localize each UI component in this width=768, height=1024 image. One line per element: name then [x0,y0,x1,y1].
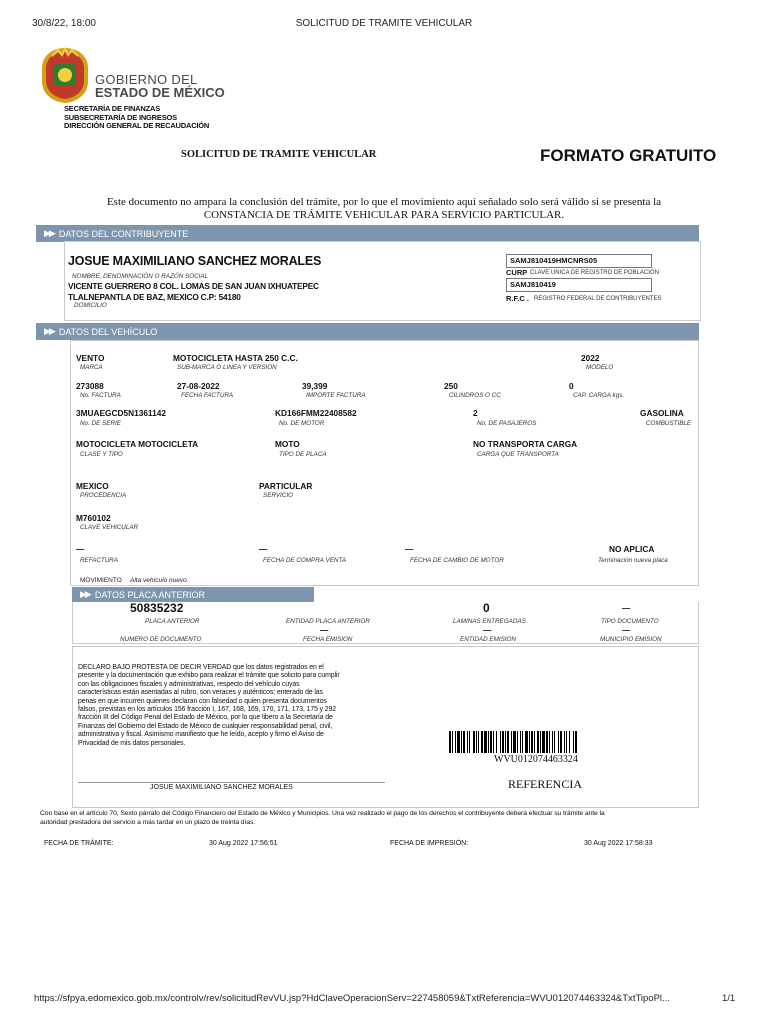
servicio-value: PARTICULAR [259,481,313,491]
entidad-emision-value: — [483,625,492,635]
factura-value: 273088 [76,381,104,391]
rfc-label: REGISTRO FEDERAL DE CONTRIBUYENTES [534,296,662,302]
section-placa-anterior-label: DATOS PLACA ANTERIOR [94,589,206,600]
marca-value: VENTO [76,353,105,363]
logo-line1: GOBIERNO DEL [95,72,198,87]
curp-label: CLAVE UNICA DE REGISTRO DE POBLACIÓN [530,270,659,276]
refactura-label: REFACTURA [80,557,119,564]
domicilio-l1: VICENTE GUERRERO 8 COL. LOMAS DE SAN JUAN IXHUATEPEC [68,281,319,291]
double-chevron-icon: ▶▶ [44,326,54,336]
carga-transporta-value: NO TRANSPORTA CARGA [473,439,578,449]
double-chevron-icon: ▶▶ [44,228,54,238]
section-placa-anterior [72,587,314,602]
print-title: SOLICITUD DE TRAMITE VEHICULAR [295,18,473,29]
fecha-impresion-label: FECHA DE IMPRESIÓN: [390,840,469,847]
motor-label: No. DE MOTOR [279,420,325,427]
declaracion-line: características están asentadas al rubro, son veraces y auténticos; enterado de las [78,689,323,697]
procedencia-value: MEXICO [76,481,109,491]
print-datetime: 30/8/22, 18:00 [32,18,96,29]
aviso-line2: CONSTANCIA DE TRÁMITE VEHICULAR PARA SERVICIO PARTICULAR. [203,209,565,221]
dependencia [64,105,209,131]
section-vehiculo-label: DATOS DEL VEHÍCULO [58,326,158,337]
municipio-emision-label: MUNICIPIO EMISION [600,636,662,643]
declaracion-line: presente y la documentación que exhibo para realizar el trámite que solicito para cumplir [78,672,340,680]
factura-label: No. FACTURA [80,392,121,399]
double-chevron-icon: ▶▶ [80,589,90,599]
serie-value: 3MUAEGCD5N1361142 [76,408,166,418]
fecha-tramite-value: 30 Aug 2022 17:56:51 [209,840,278,847]
declaracion-line: falsos, previstas en los artículos 156 fracción I, 167, 168, 169, 170, 171, 173, 175 y 292 [78,706,336,714]
contribuyente-nombre: JOSUE MAXIMILIANO SANCHEZ MORALES [68,254,322,268]
cambio-motor-value: — [405,544,414,554]
nota-l1: Con base en el artículo 70, Sexto párrafo del Código Financiero del Estado de México y Municipios. Una vez realizado el pago de los derechos el contribuyente deberá efectuar su trámite ante la [40,810,605,817]
formato-gratuito: FORMATO GRATUITO [540,146,717,165]
declaracion-line: DECLARO BAJO PROTESTA DE DECIR VERDAD que los datos registrados en el [78,664,324,671]
servicio-label: SERVICIO [263,492,293,499]
declaracion-line: con las obligaciones fiscales y administrativas, respecto del vehículo cuyas [78,680,300,688]
tipo-doc-label: TIPO DOCUMENTO [601,618,659,625]
domicilio-label: DOMICILIO [74,302,107,309]
curp-abbr: CURP [506,268,528,277]
importe-value: 39,399 [302,381,328,391]
cilindros-value: 250 [444,381,458,391]
logo-line2: ESTADO DE MÉXICO [95,85,225,100]
print-page-number: 1/1 [722,993,736,1004]
placa-anterior-label: PLACA ANTERIOR [145,618,200,625]
modelo-label: MODELO [586,364,614,371]
clave-vehicular-value: M760102 [76,513,111,523]
section-vehiculo [36,323,699,340]
curp-value: SAMJ810419HMCNRS05 [506,254,652,268]
terminacion-value: NO APLICA [609,544,655,554]
dependencia-l3: DIRECCIÓN GENERAL DE RECAUDACIÓN [64,121,210,130]
nombre-label: NOMBRE, DENOMINACIÓN O RAZÓN SOCIAL [72,273,209,280]
submarca-value: MOTOCICLETA HASTA 250 C.C. [173,353,298,363]
fecha-emision-value: — [320,625,329,635]
referencia-code: WVU012074463324 [494,754,578,765]
fecha-factura-value: 27-08-2022 [177,381,220,391]
combustible-value: GASOLINA [640,408,684,418]
declaracion-texto [78,664,468,748]
marca-label: MARCA [80,364,103,371]
rfc-abbr: R.F.C . [506,294,529,303]
municipio-emision-value: — [622,625,631,635]
compra-label: FECHA DE COMPRA VENTA [263,557,347,564]
compra-value: — [259,544,268,554]
fecha-tramite-label: FECHA DE TRÁMITE: [44,840,114,847]
clave-vehicular-label: CLAVE VEHICULAR [80,524,139,531]
clase-label: CLASE Y TIPO [80,451,123,458]
laminas-value: 0 [483,601,490,615]
cambio-motor-label: FECHA DE CAMBIO DE MOTOR [410,557,504,564]
combustible-label: COMBUSTIBLE [646,420,692,427]
fecha-impresion-value: 30 Aug 2022 17:58:33 [584,840,653,847]
serie-label: No. DE SERIE [80,420,121,427]
aviso-line1: Este documento no ampara la conclusión del trámite, por lo que el movimiento aquí señalado solo será válido si se presenta la [106,196,662,208]
procedencia-label: PROCEDENCIA [80,492,127,499]
placa-anterior-value: 50835232 [130,601,184,615]
modelo-value: 2022 [581,353,600,363]
refactura-value: — [76,544,85,554]
estado-mexico-seal-icon [40,46,90,104]
dependencia-l1: SECRETARÍA DE FINANZAS [64,104,161,113]
carga-transporta-label: CARGA QUE TRANSPORTA [477,451,559,458]
clase-value: MOTOCICLETA MOTOCICLETA [76,439,199,449]
declaracion-line: penas en que incurren quienes declaran con falsedad o quien presenta documentos [78,697,327,705]
tipo-placa-value: MOTO [275,439,300,449]
domicilio-l2: TLALNEPANTLA DE BAZ, MEXICO C.P: 54180 [68,292,241,302]
entidad-placa-label: ENTIDAD PLACA ANTERIOR [286,618,370,625]
barcode-icon [449,731,578,753]
submarca-label: SUB-MARCA O LINEA Y VERSION [177,364,277,371]
importe-label: IMPORTE FACTURA [306,392,366,399]
declaracion-line: administrativa y fiscal. Asimismo manifiesto que he leído, acepto y firmo el Aviso de [78,731,324,739]
firma-nombre: JOSUE MAXIMILIANO SANCHEZ MORALES [150,784,293,791]
motor-value: KD166FMM22408582 [275,408,357,418]
movimiento-value: Alta vehículo nuevo. [130,577,189,584]
tipo-doc-value: — [622,603,631,613]
referencia-label: REFERENCIA [508,777,583,791]
dependencia-l2: SUBSECRETARÍA DE INGRESOS [64,112,177,122]
carga-label: CAP. CARGA kgs. [573,392,625,399]
carga-value: 0 [569,381,574,391]
nota [40,810,735,827]
terminacion-label: Terminación nueva placa [598,557,668,564]
pasajeros-label: No. DE PASAJEROS [477,420,537,427]
vehiculo-box [70,340,699,586]
firma-line [78,782,385,783]
fecha-emision-label: FECHA EMISION [303,636,353,643]
fecha-factura-label: FECHA FACTURA [181,392,234,399]
rfc-value: SAMJ810419 [506,278,652,292]
pasajeros-value: 2 [473,408,478,418]
declaracion-line: Finanzas del Gobierno del Estado de México de cualquier responsabilidad penal, civil, [78,722,333,730]
declaracion-line: Privacidad de mis datos personales. [78,739,186,747]
tipo-placa-label: TIPO DE PLACA [279,451,327,458]
print-url: https://sfpya.edomexico.gob.mx/controlv/rev/solicitudRevVU.jsp?HdClaveOperacionServ=227458059&TxtReferencia=WVU012074463324&TxtTipoPl... [34,993,670,1004]
section-contribuyente [36,225,699,242]
aviso [0,196,768,222]
section-contribuyente-label: DATOS DEL CONTRIBUYENTE [58,228,189,239]
cilindros-label: CILINDROS O CC [449,392,501,399]
declaracion-line: fracción III del Código Penal del Estado de México, por lo que libero a la Secretaría de [78,714,333,722]
document-title: SOLICITUD DE TRAMITE VEHICULAR [181,149,377,160]
nota-l2: autoridad prestadora del servicio a más tardar en un plazo de treinta días. [40,818,256,826]
movimiento-label: MOVIMIENTO [80,577,122,584]
entidad-emision-label: ENTIDAD EMISION [460,636,516,643]
num-doc-label: NUMERO DE DOCUMENTO [120,636,202,643]
laminas-label: LAMINAS ENTREGADAS [453,618,526,625]
